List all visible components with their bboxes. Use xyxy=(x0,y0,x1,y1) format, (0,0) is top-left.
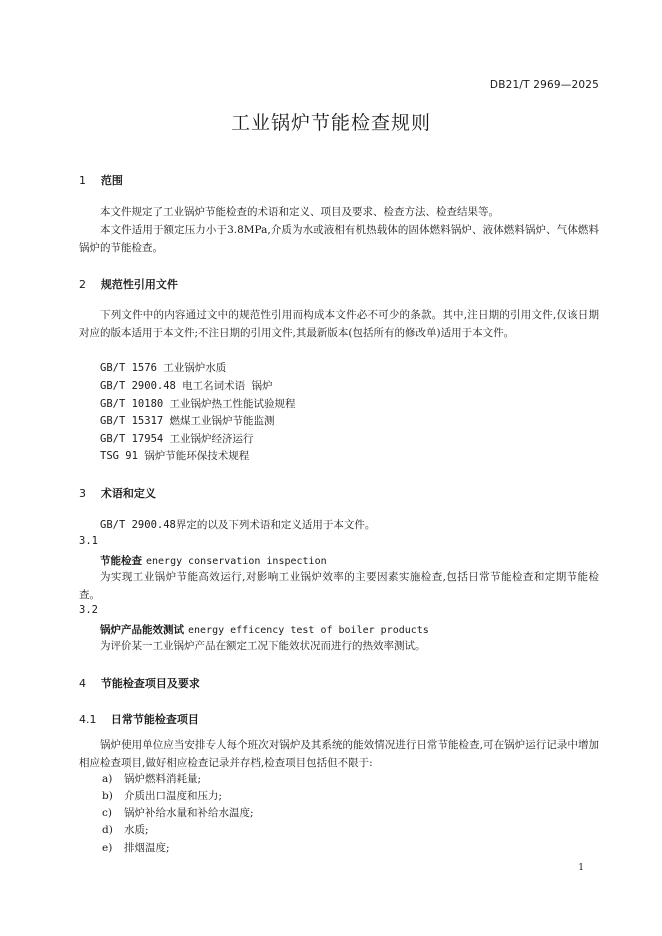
list-text: 锅炉燃料消耗量; xyxy=(124,773,202,785)
section-1-paragraph-2: 本文件适用于额定压力小于3.8MPa,介质为水或液相有机热载体的固体燃料锅炉、液体燃料锅炉、气体燃料锅炉的节能检查。 xyxy=(79,224,599,254)
term-chinese: 节能检查 xyxy=(100,555,142,567)
page-number: 1 xyxy=(578,863,584,873)
subsection-title: 日常节能检查项目 xyxy=(110,713,199,726)
document-number: DB21/T 2969—2025 xyxy=(489,79,599,91)
reference-item: GB/T 2900.48 电工名词术语 锅炉 xyxy=(100,380,273,392)
list-text: 排烟温度; xyxy=(124,842,170,854)
list-item xyxy=(102,771,201,786)
list-marker: a) xyxy=(102,773,113,785)
list-marker: c) xyxy=(102,807,112,819)
section-1-paragraph-1: 本文件规定了工业锅炉节能检查的术语和定义、项目及要求、检查方法、检查结果等。 xyxy=(100,206,499,218)
section-3-intro: GB/T 2900.48界定的以及下列术语和定义适用于本文件。 xyxy=(100,519,376,531)
term-definition: 为评价某一工业锅炉产品在额定工况下能效状况而进行的热效率测试。 xyxy=(100,640,426,652)
page-title: 工业锅炉节能检查规则 xyxy=(230,112,431,134)
list-text: 介质出口温度和压力; xyxy=(124,790,223,802)
section-number: 3 xyxy=(79,487,86,500)
section-title: 术语和定义 xyxy=(100,487,156,500)
term-chinese: 锅炉产品能效测试 xyxy=(100,624,184,636)
list-item xyxy=(102,840,170,855)
term-definition: 为实现工业锅炉节能高效运行,对影响工业锅炉效率的主要因素实施检查,包括日常节能检查和定期节能检查。 xyxy=(79,571,599,601)
list-item xyxy=(102,788,222,803)
reference-item: TSG 91 锅炉节能环保技术规程 xyxy=(100,450,250,462)
section-3-heading xyxy=(79,485,156,501)
list-text: 水质; xyxy=(124,824,149,836)
term-english: energy efficency test of boiler products xyxy=(188,625,429,636)
section-title: 范围 xyxy=(100,174,123,187)
term-number: 3.2 xyxy=(79,604,98,616)
term-english: energy conservation inspection xyxy=(146,556,327,567)
subsection-4-1-paragraph: 锅炉使用单位应当安排专人每个班次对锅炉及其系统的能效情况进行日常节能检查,可在锅炉运行记录中增加相应检查项目,做好相应检查记录并存档,检查项目包括但不限于: xyxy=(79,739,599,769)
section-number: 1 xyxy=(79,174,86,187)
list-marker: e) xyxy=(102,842,113,854)
reference-item: GB/T 15317 燃煤工业锅炉节能监测 xyxy=(100,415,275,427)
term-heading xyxy=(100,553,327,568)
subsection-number: 4.1 xyxy=(79,713,97,726)
section-2-heading xyxy=(79,276,178,292)
list-text: 锅炉补给水量和补给水温度; xyxy=(124,807,254,819)
reference-item: GB/T 17954 工业锅炉经济运行 xyxy=(100,433,254,445)
term-number: 3.1 xyxy=(79,535,98,547)
section-1-heading xyxy=(79,172,123,188)
section-number: 2 xyxy=(79,278,86,291)
section-title: 规范性引用文件 xyxy=(100,278,178,291)
subsection-4-1-heading xyxy=(79,711,199,727)
term-heading xyxy=(100,622,429,637)
list-marker: d) xyxy=(102,824,113,836)
section-title: 节能检查项目及要求 xyxy=(100,677,200,690)
reference-item: GB/T 1576 工业锅炉水质 xyxy=(100,362,227,374)
list-item xyxy=(102,805,254,820)
list-marker: b) xyxy=(102,790,113,802)
section-4-heading xyxy=(79,675,200,691)
reference-item: GB/T 10180 工业锅炉热工性能试验规程 xyxy=(100,398,296,410)
list-item xyxy=(102,822,149,837)
section-2-paragraph: 下列文件中的内容通过文中的规范性引用而构成本文件必不可少的条款。其中,注日期的引用文件,仅该日期对应的版本适用于本文件;不注日期的引用文件,其最新版本(包括所有的修改单)适用于本文件。 xyxy=(79,309,599,339)
section-number: 4 xyxy=(79,677,86,690)
